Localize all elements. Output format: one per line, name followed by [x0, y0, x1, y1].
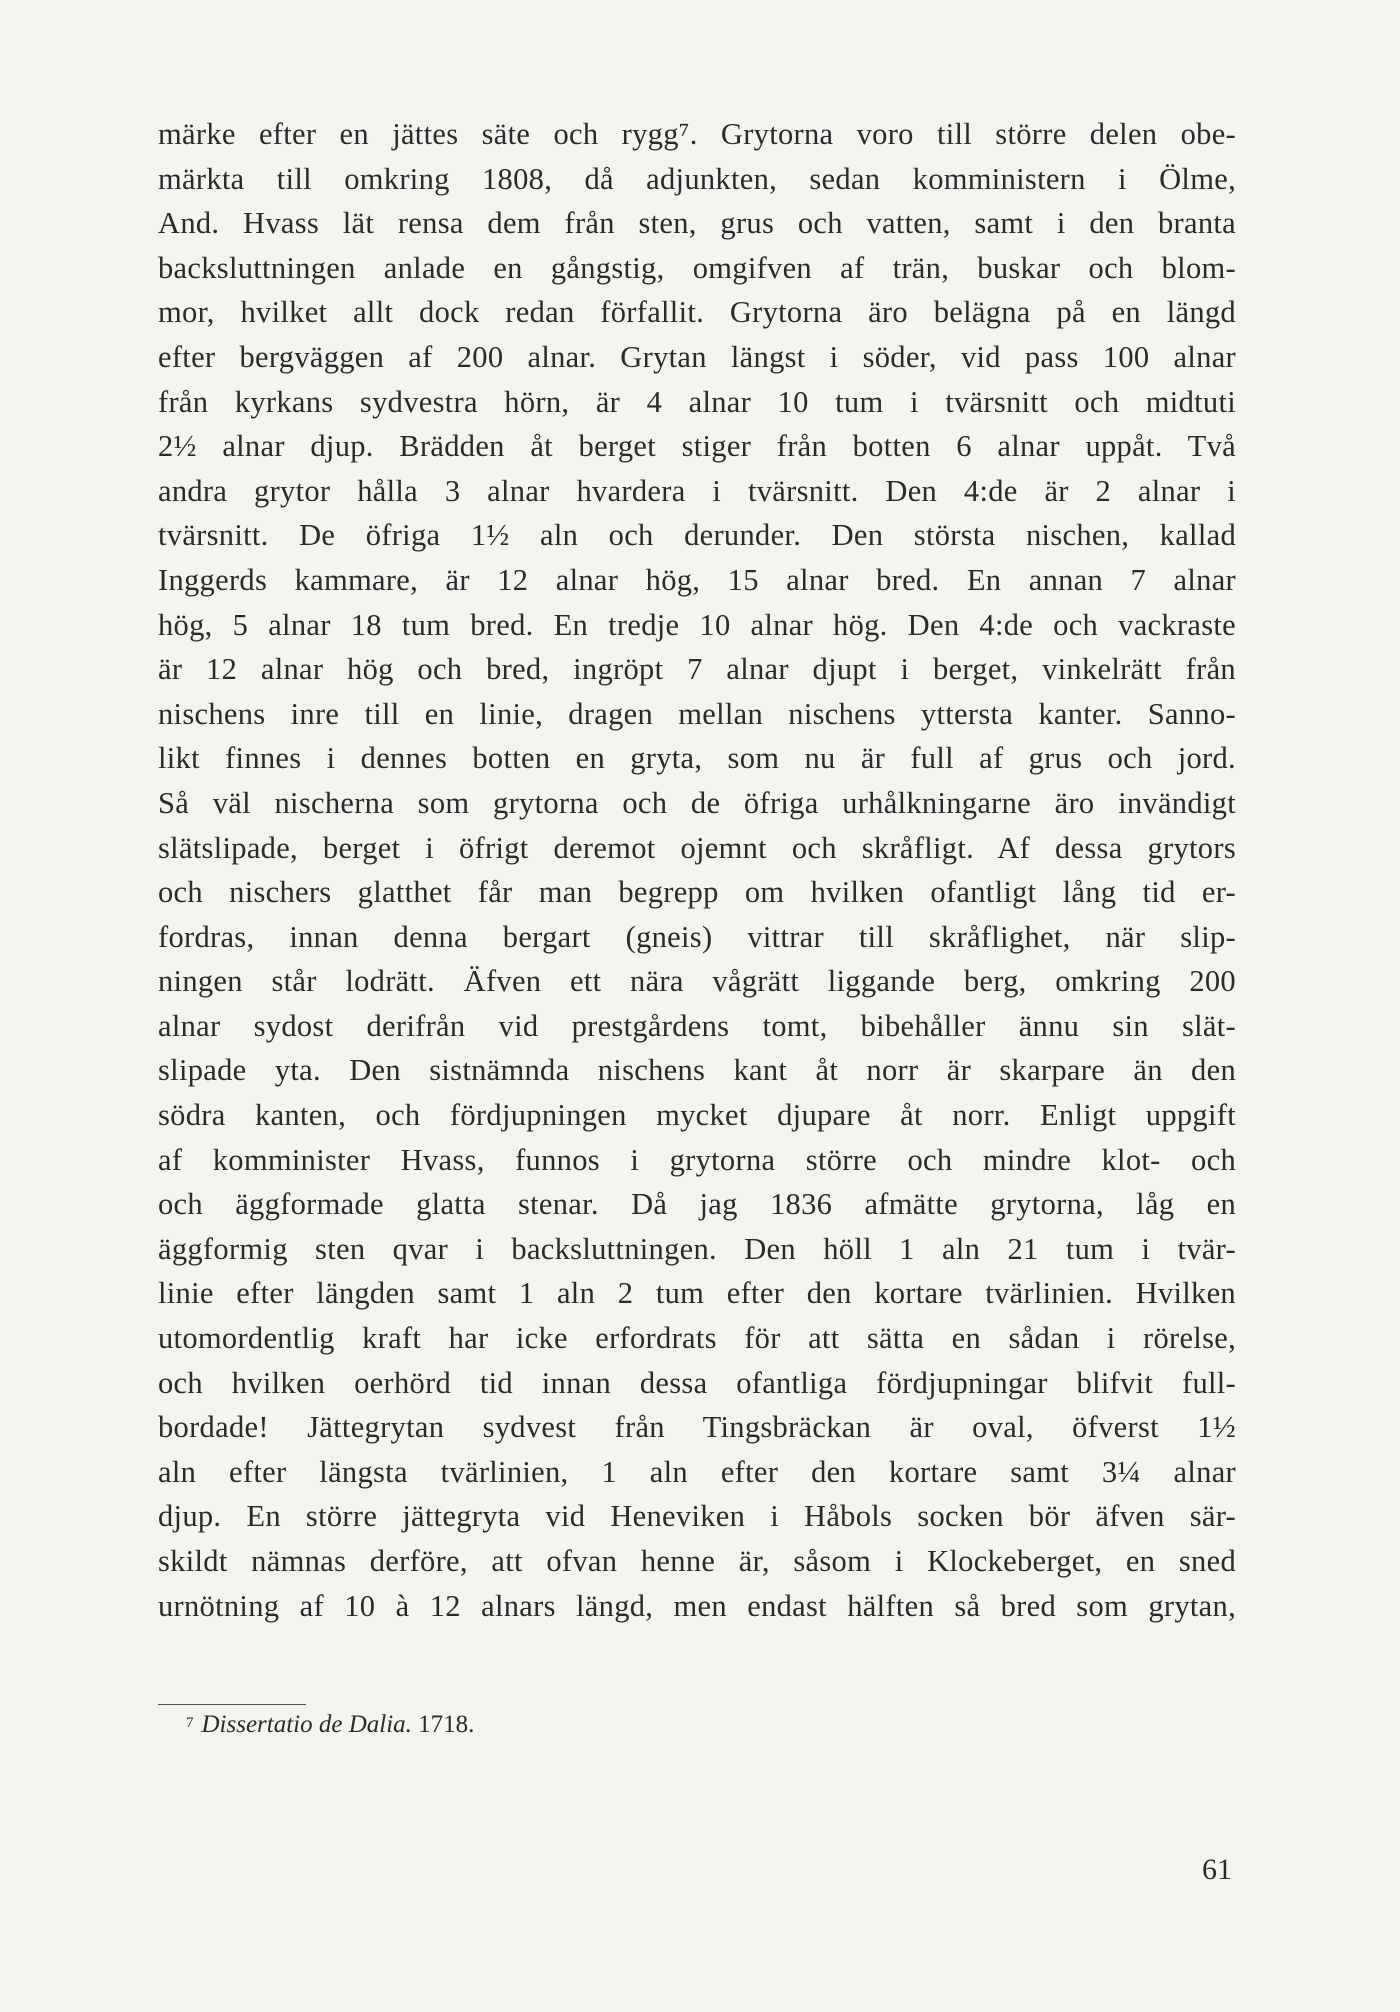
text-line: utomordentlig kraft har icke erfordrats för att sätta en sådan i rörelse,	[158, 1321, 1236, 1356]
text-line: efter bergväggen af 200 alnar. Grytan längst i söder, vid pass 100 alnar	[158, 339, 1236, 374]
text-line: And. Hvass lät rensa dem från sten, grus och vatten, samt i den branta	[158, 206, 1236, 241]
text-line: linie efter längden samt 1 aln 2 tum efter den kortare tvärlinien. Hvilken	[158, 1276, 1236, 1311]
text-line: likt finnes i dennes botten en gryta, som nu är full af grus och jord.	[158, 741, 1236, 776]
page-number: 61	[1202, 1853, 1232, 1886]
text-line: slipade yta. Den sistnämnda nischens kant åt norr är skarpare än den	[158, 1053, 1236, 1088]
text-line: alnar sydost derifrån vid prestgårdens tomt, bibehåller ännu sin slät-	[158, 1008, 1236, 1043]
text-line: är 12 alnar hög och bred, ingröpt 7 alnar djupt i berget, vinkelrätt från	[158, 652, 1236, 687]
text-line: mor, hvilket allt dock redan förfallit. Grytorna äro belägna på en längd	[158, 295, 1236, 330]
footnote-year: 1718.	[418, 1711, 475, 1738]
text-line: märke efter en jättes säte och rygg⁷. Grytorna voro till större delen obe-	[158, 117, 1236, 151]
text-line: ningen står lodrätt. Äfven ett nära vågrätt liggande berg, omkring 200	[158, 964, 1236, 999]
text-line: södra kanten, och fördjupningen mycket djupare åt norr. Enligt uppgift	[158, 1098, 1236, 1133]
text-line: och äggformade glatta stenar. Då jag 1836 afmätte grytorna, låg en	[158, 1187, 1236, 1222]
text-line: märkta till omkring 1808, då adjunkten, sedan komministern i Ölme,	[158, 161, 1236, 196]
text-line: och nischers glatthet får man begrepp om hvilken ofantligt lång tid er-	[158, 875, 1236, 910]
text-line: Så väl nischerna som grytorna och de öfriga urhålkningarne äro invändigt	[158, 785, 1236, 820]
text-line: urnötning af 10 à 12 alnars längd, men endast hälften så bred som grytan,	[158, 1588, 1236, 1623]
text-line: Inggerds kammare, är 12 alnar hög, 15 alnar bred. En annan 7 alnar	[158, 562, 1236, 597]
text-line: tvärsnitt. De öfriga 1½ aln och derunder. Den största nischen, kallad	[158, 518, 1236, 553]
text-line: backsluttningen anlade en gångstig, omgifven af trän, buskar och blom-	[158, 250, 1236, 285]
footnote-marker: 7	[186, 1715, 194, 1731]
text-line: nischens inre till en linie, dragen mellan nischens yttersta kanter. Sanno-	[158, 696, 1236, 731]
text-line: andra grytor hålla 3 alnar hvardera i tvärsnitt. Den 4:de är 2 alnar i	[158, 473, 1236, 508]
text-line: 2½ alnar djup. Brädden åt berget stiger från botten 6 alnar uppåt. Två	[158, 429, 1236, 464]
text-line: djup. En större jättegryta vid Heneviken i Håbols socken bör äfven sär-	[158, 1499, 1236, 1534]
footnote	[186, 1708, 474, 1742]
footnote-rule	[158, 1704, 306, 1705]
text-line: aln efter längsta tvärlinien, 1 aln efter den kortare samt 3¼ alnar	[158, 1454, 1236, 1489]
text-line: fordras, innan denna bergart (gneis) vittrar till skråflighet, när slip-	[158, 919, 1236, 954]
text-line: slätslipade, berget i öfrigt deremot ojemnt och skråfligt. Af dessa grytors	[158, 830, 1236, 865]
footnote-title: Dissertatio de Dalia.	[201, 1711, 412, 1738]
text-line: hög, 5 alnar 18 tum bred. En tredje 10 alnar hög. Den 4:de och vackraste	[158, 607, 1236, 642]
text-line: och hvilken oerhörd tid innan dessa ofantliga fördjupningar blifvit full-	[158, 1365, 1236, 1400]
text-line: från kyrkans sydvestra hörn, är 4 alnar 10 tum i tvärsnitt och midtuti	[158, 384, 1236, 419]
body-text	[158, 112, 1236, 1628]
text-line: äggformig sten qvar i backsluttningen. Den höll 1 aln 21 tum i tvär-	[158, 1231, 1236, 1266]
text-line: af komminister Hvass, funnos i grytorna större och mindre klot- och	[158, 1142, 1236, 1177]
text-line: skildt nämnas derföre, att ofvan henne är, såsom i Klockeberget, en sned	[158, 1544, 1236, 1578]
text-line: bordade! Jättegrytan sydvest från Tingsbräckan är oval, öfverst 1½	[158, 1410, 1236, 1445]
